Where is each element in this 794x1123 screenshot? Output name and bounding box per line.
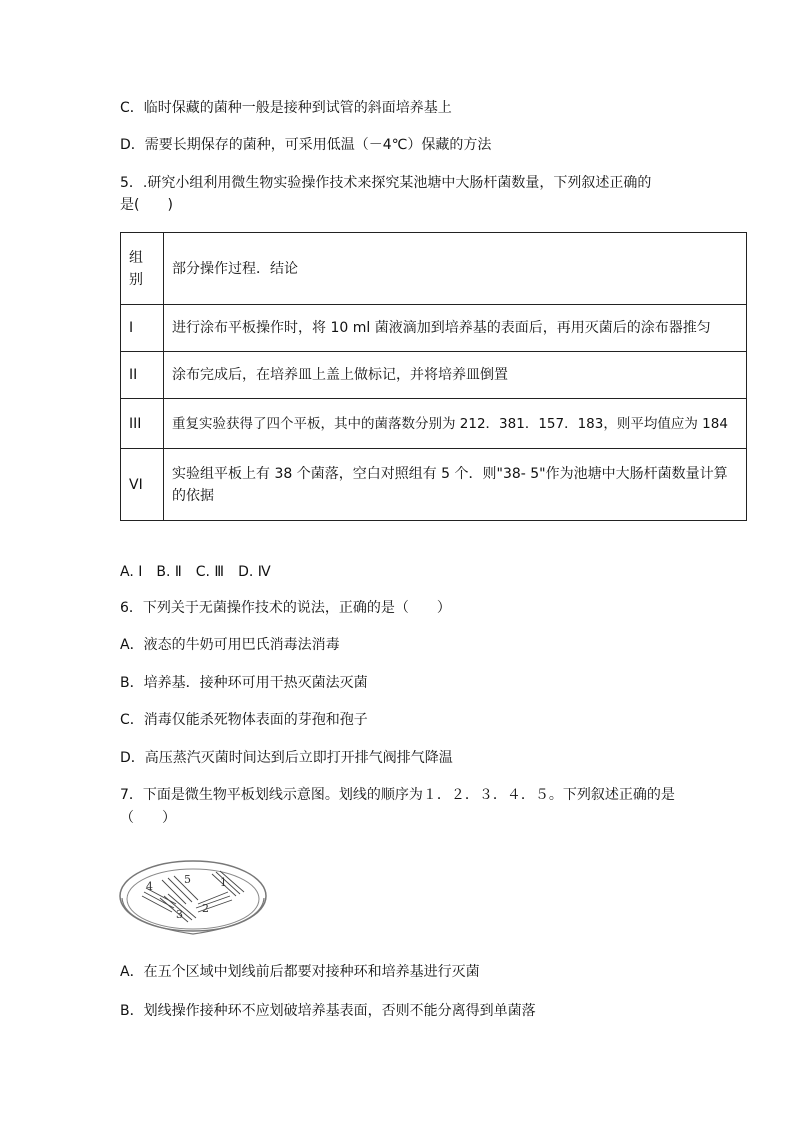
table-cell-group: I — [121, 305, 164, 352]
table-cell-group: VI — [121, 449, 164, 521]
label-5: 5 — [184, 873, 191, 886]
question-6-option-d: D．高压蒸汽灭菌时间达到后立即打开排气阀排气降温 — [120, 750, 453, 766]
table-cell-process: 进行涂布平板操作时，将 10 ml 菌液滴加到培养基的表面后，再用灭菌后的涂布器推匀 — [164, 305, 747, 352]
label-2: 2 — [202, 902, 209, 915]
question-5-table — [120, 232, 747, 521]
table-row — [121, 305, 747, 352]
table-header-row — [121, 233, 747, 305]
label-3: 3 — [176, 908, 183, 921]
table-header-process: 部分操作过程．结论 — [164, 233, 747, 305]
option-c-line: C．临时保藏的菌种一般是接种到试管的斜面培养基上 — [120, 100, 452, 116]
question-5-stem-cont: 是( ) — [120, 197, 173, 213]
question-6-stem: 6．下列关于无菌操作技术的说法，正确的是（ ） — [120, 600, 451, 616]
question-7-stem: 7．下面是微生物平板划线示意图。划线的顺序为１．２．３．４．５。下列叙述正确的是 — [120, 787, 675, 803]
streak-lines — [142, 871, 244, 922]
question-6-option-c: C．消毒仅能杀死物体表面的芽孢和孢子 — [120, 712, 368, 728]
table-cell-process: 实验组平板上有 38 个菌落，空白对照组有 5 个．则"38- 5"作为池塘中大肠杆菌数量计算的依据 — [164, 449, 747, 521]
question-7-option-a: A．在五个区域中划线前后都要对接种环和培养基进行灭菌 — [120, 964, 480, 980]
table-row — [121, 352, 747, 399]
question-5-stem: 5．.研究小组利用微生物实验操作技术来探究某池塘中大肠杆菌数量，下列叙述正确的 — [120, 175, 652, 191]
table-row — [121, 399, 747, 449]
table-cell-process: 涂布完成后，在培养皿上盖上做标记，并将培养皿倒置 — [164, 352, 747, 399]
streak-plate-figure — [116, 846, 270, 948]
table-row — [121, 449, 747, 521]
table-cell-group: II — [121, 352, 164, 399]
question-5-options: A. Ⅰ B. Ⅱ C. Ⅲ D. Ⅳ — [120, 564, 271, 580]
question-6-option-b: B．培养基．接种环可用干热灭菌法灭菌 — [120, 675, 368, 691]
table-cell-group: III — [121, 399, 164, 449]
label-4: 4 — [146, 880, 153, 893]
question-7-option-b: B．划线操作接种环不应划破培养基表面，否则不能分离得到单菌落 — [120, 1003, 536, 1019]
label-1: 1 — [220, 876, 227, 889]
petri-dish-drawing — [116, 846, 270, 948]
table-cell-process: 重复实验获得了四个平板，其中的菌落数分别为 212．381．157．183，则平均值应为 184 — [164, 399, 747, 449]
question-6-option-a: A．液态的牛奶可用巴氏消毒法消毒 — [120, 637, 340, 653]
question-7-stem-cont: （ ） — [120, 810, 176, 826]
table-header-group: 组别 — [121, 233, 164, 305]
option-d-line: D．需要长期保存的菌种，可采用低温（－4℃）保藏的方法 — [120, 137, 492, 153]
